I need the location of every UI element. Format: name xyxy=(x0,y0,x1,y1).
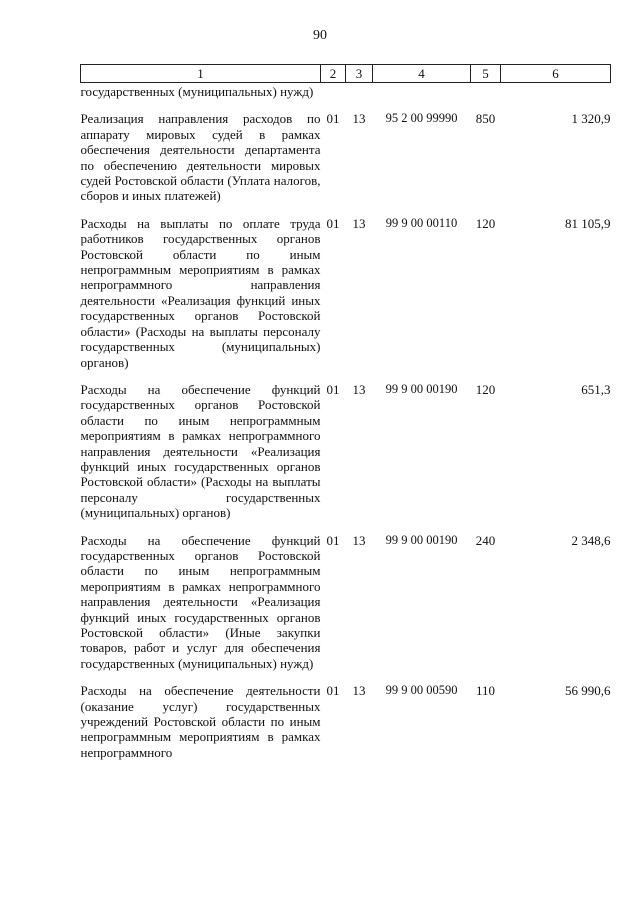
row-description: Расходы на обеспечение функций государственных органов Ростовской области по иным непрограммным мероприятиям в рамках непрограммного направления деятельности «Реализация функций иных государственных органов Ростовской области» (Иные закупки товаров, работ и услуг для обеспечения государственных (муниципальных) нужд) xyxy=(80,532,321,671)
row-subsection: 13 xyxy=(352,215,366,231)
column-header-4: 4 xyxy=(373,65,471,83)
row-expense-type: 120 xyxy=(475,381,496,397)
row-subsection: 13 xyxy=(352,381,366,397)
table-row xyxy=(81,111,611,215)
table-header xyxy=(81,65,611,83)
table-row xyxy=(81,533,611,684)
row-target-code: 99 9 00 00190 xyxy=(385,532,458,547)
page-number: 90 xyxy=(313,28,327,43)
row-expense-type: 110 xyxy=(475,683,496,699)
column-header-6: 6 xyxy=(501,65,611,83)
row-expense-type: 120 xyxy=(475,215,496,231)
column-header-1: 1 xyxy=(81,65,321,83)
row-subsection xyxy=(346,83,373,112)
row-description: Расходы на обеспечение деятельности (оказание услуг) государственных учреждений Ростовской области по иным непрограммным мероприятиям в рамках непрограммного xyxy=(80,683,321,760)
row-expense-type xyxy=(471,83,501,112)
row-target-code: 99 9 00 00110 xyxy=(385,215,458,230)
row-section: 01 xyxy=(326,532,340,548)
row-description: Реализация направления расходов по аппарату мировых судей в рамках обеспечения деятельности департамента по обеспечению деятельности мировых судей Ростовской области (Уплата налогов, сборов и иных платежей) xyxy=(80,111,321,204)
row-section: 01 xyxy=(326,215,340,231)
row-description: Расходы на обеспечение функций государственных органов Ростовской области по иным непрограммным мероприятиям в рамках непрограммного направления деятельности «Реализация функций иных государственных органов Ростовской области» (Расходы на выплаты персоналу государственных (муниципальных) органов) xyxy=(80,381,321,521)
column-header-5: 5 xyxy=(471,65,501,83)
row-subsection: 13 xyxy=(352,532,366,548)
row-subsection: 13 xyxy=(352,111,366,127)
row-target-code: 95 2 00 99990 xyxy=(385,111,458,126)
table-row xyxy=(81,683,611,760)
row-section xyxy=(321,83,346,112)
row-amount: 1 320,9 xyxy=(571,111,611,127)
row-amount: 2 348,6 xyxy=(571,532,611,548)
row-amount: 651,3 xyxy=(581,381,611,397)
row-section: 01 xyxy=(326,381,340,397)
row-amount: 81 105,9 xyxy=(565,215,611,231)
row-description: Расходы на выплаты по оплате труда работников государственных органов Ростовской области по иным непрограммным мероприятиям в рамках непрограммного направления деятельности «Реализация функций иных государственных органов Ростовской области» (Расходы на выплаты персоналу государственных (муниципальных) органов) xyxy=(80,215,321,370)
row-target-code: 99 9 00 00590 xyxy=(385,683,458,698)
row-section: 01 xyxy=(326,111,340,127)
row-description: государственных (муниципальных) нужд) xyxy=(80,84,314,99)
table-row xyxy=(81,83,611,112)
row-expense-type: 850 xyxy=(475,111,496,127)
row-expense-type: 240 xyxy=(475,532,496,548)
row-target-code xyxy=(373,83,471,112)
column-header-3: 3 xyxy=(346,65,373,83)
budget-table xyxy=(80,64,611,760)
row-section: 01 xyxy=(326,683,340,699)
column-header-2: 2 xyxy=(321,65,346,83)
row-amount xyxy=(501,83,611,112)
table-row xyxy=(81,216,611,382)
row-amount: 56 990,6 xyxy=(565,683,611,699)
row-subsection: 13 xyxy=(352,683,366,699)
table-row xyxy=(81,382,611,533)
row-target-code: 99 9 00 00190 xyxy=(385,381,458,396)
